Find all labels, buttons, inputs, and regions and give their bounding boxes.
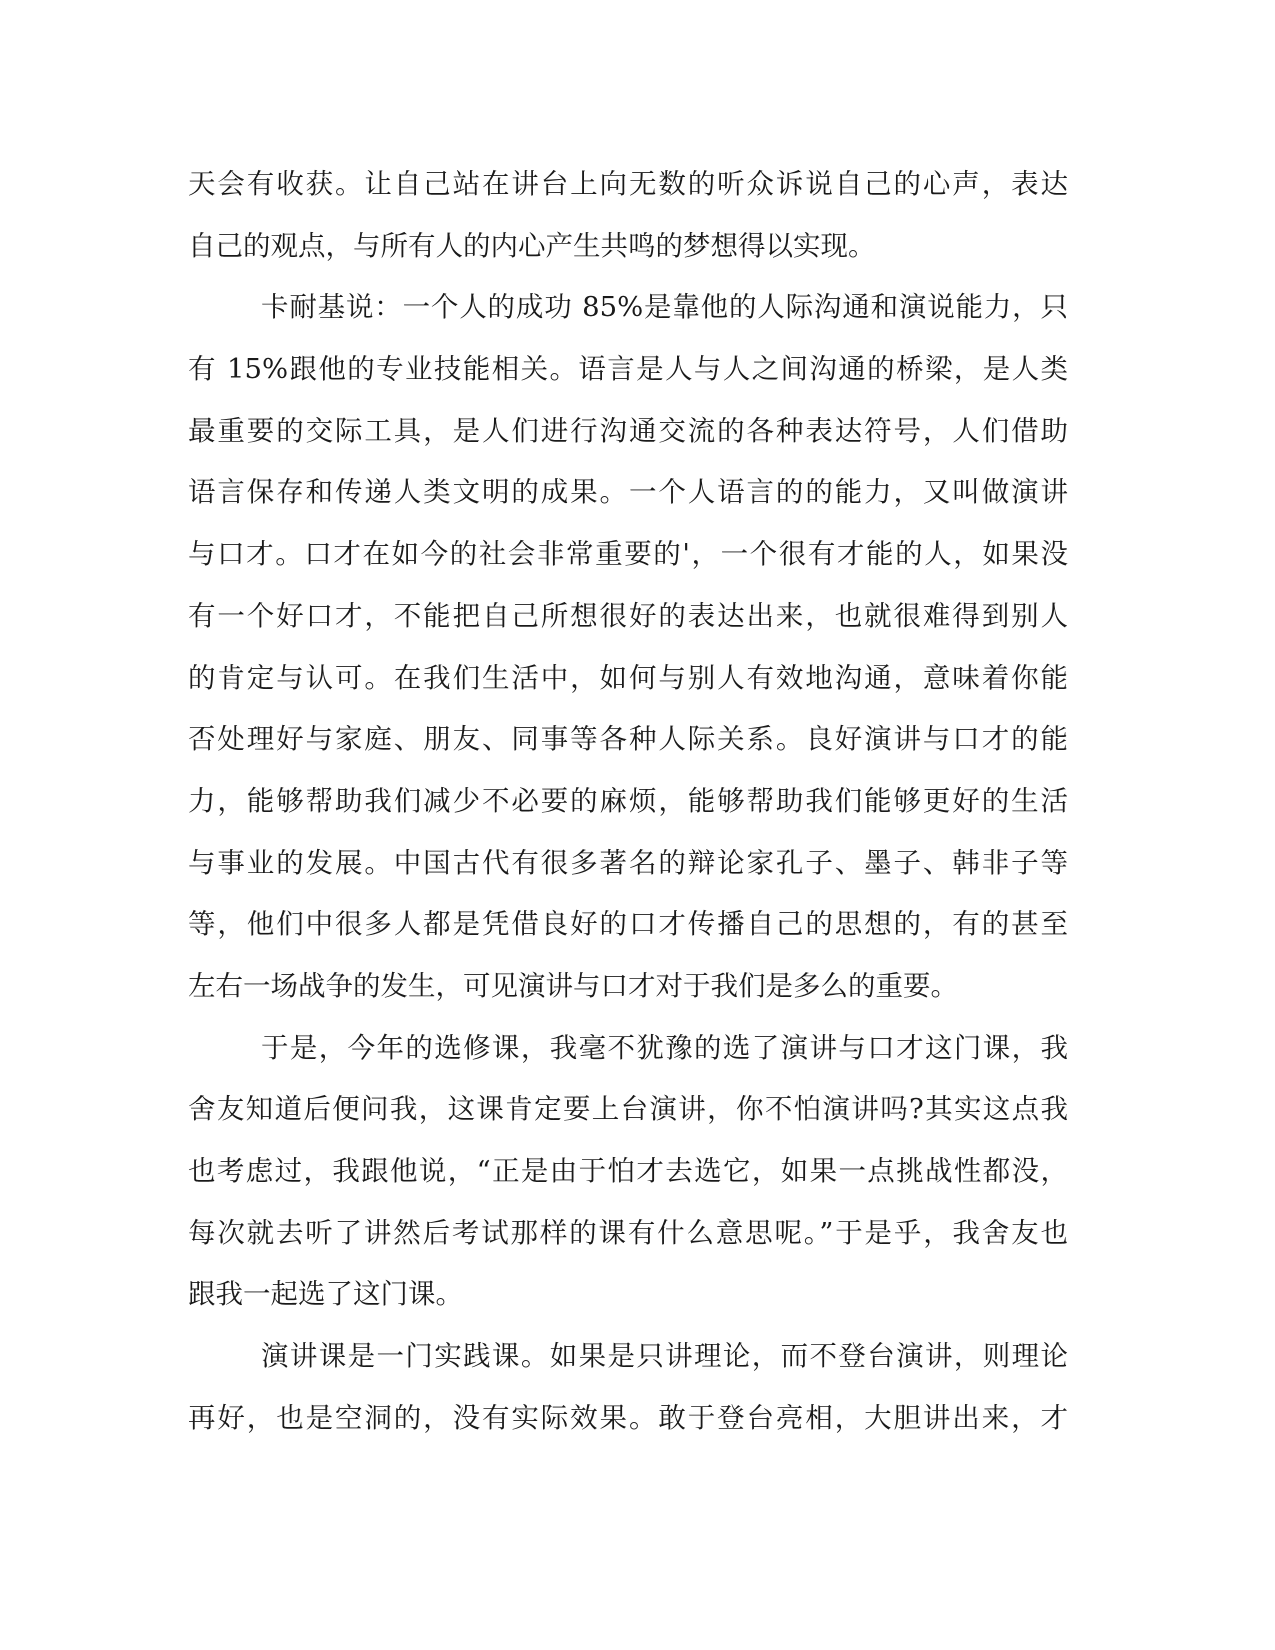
text-line: 否处理好与家庭、朋友、同事等各种人际关系。良好演讲与口才的能 — [188, 723, 1068, 756]
paragraph-first-line: 卡耐基说：一个人的成功 85%是靠他的人际沟通和演说能力，只 — [261, 291, 1068, 324]
text-line: 舍友知道后便问我，这课肯定要上台演讲，你不怕演讲吗?其实这点我 — [188, 1093, 1068, 1126]
text-line: 等，他们中很多人都是凭借良好的口才传播自己的思想的，有的甚至 — [188, 908, 1068, 941]
text-line: 与事业的发展。中国古代有很多著名的辩论家孔子、墨子、韩非子等 — [188, 846, 1068, 879]
text-line: 与口才。口才在如今的社会非常重要的'，一个很有才能的人，如果没 — [188, 538, 1068, 571]
text-line: 力，能够帮助我们减少不必要的麻烦，能够帮助我们能够更好的生活 — [188, 784, 1068, 817]
text-line: 左右一场战争的发生，可见演讲与口才对于我们是多么的重要。 — [188, 969, 958, 1002]
text-line: 也考虑过，我跟他说，“正是由于怕才去选它，如果一点挑战性都没， — [188, 1155, 1068, 1187]
text-line: 天会有收获。让自己站在讲台上向无数的听众诉说自己的心声，表达 — [188, 168, 1068, 200]
body-text — [188, 154, 1068, 1449]
text-line: 的肯定与认可。在我们生活中，如何与别人有效地沟通，意味着你能 — [188, 661, 1068, 694]
paragraph-first-line: 演讲课是一门实践课。如果是只讲理论，而不登台演讲，则理论 — [261, 1340, 1068, 1373]
text-line: 跟我一起选了这门课。 — [188, 1278, 463, 1311]
text-line: 自己的观点，与所有人的内心产生共鸣的梦想得以实现。 — [188, 229, 876, 262]
text-line: 有 15%跟他的专业技能相关。语言是人与人之间沟通的桥梁，是人类 — [188, 353, 1068, 386]
text-line: 再好，也是空洞的，没有实际效果。敢于登台亮相，大胆讲出来，才 — [188, 1401, 1068, 1434]
paragraph-first-line: 于是，今年的选修课，我毫不犹豫的选了演讲与口才这门课，我 — [261, 1031, 1068, 1064]
text-line: 语言保存和传递人类文明的成果。一个人语言的的能力，又叫做演讲 — [188, 476, 1068, 509]
text-line: 每次就去听了讲然后考试那样的课有什么意思呢。”于是乎，我舍友也 — [188, 1216, 1068, 1249]
text-line: 最重要的交际工具，是人们进行沟通交流的各种表达符号，人们借助 — [188, 414, 1068, 447]
text-line: 有一个好口才，不能把自己所想很好的表达出来，也就很难得到别人 — [188, 599, 1068, 632]
